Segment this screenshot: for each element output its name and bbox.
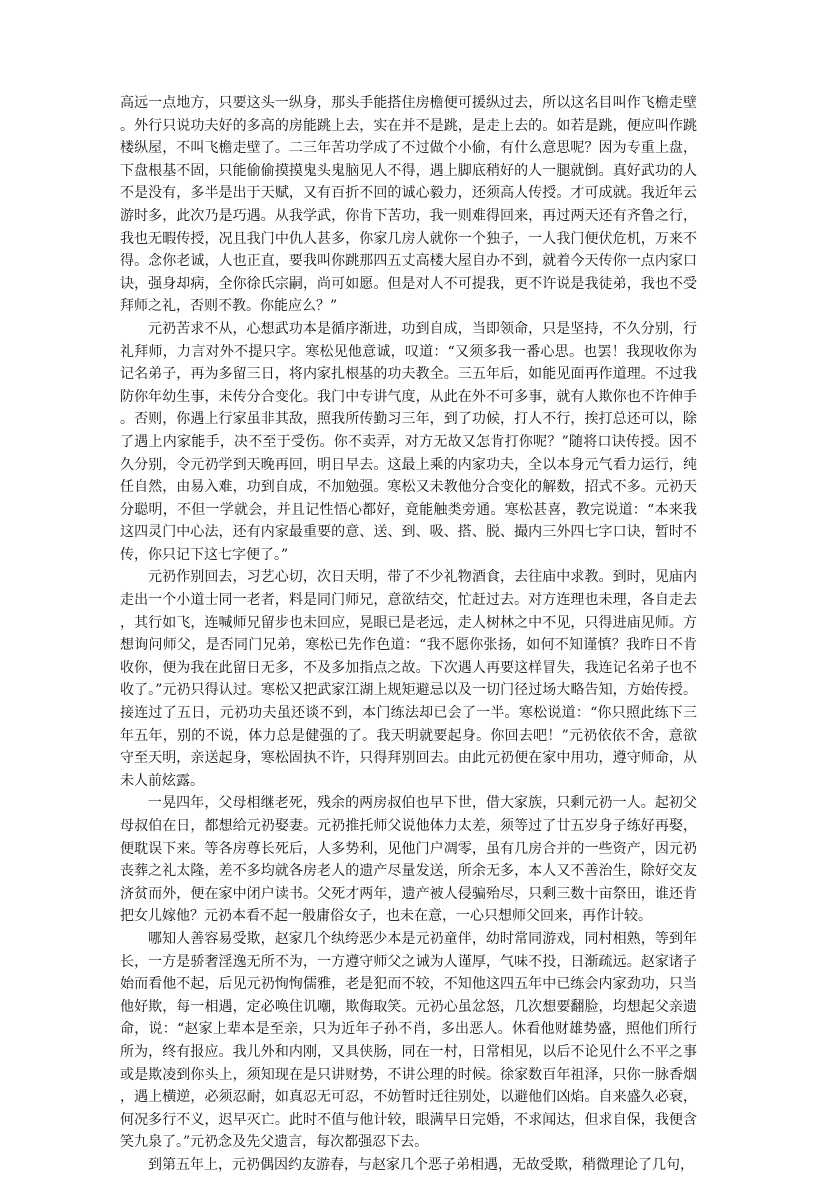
paragraph: 一晃四年，父母相继老死，残余的两房叔伯也早下世，借大家族，只剩元礽一人。起初父母叔伯在日，都想给元礽娶妻。元礽推托师父说他体力太差，须等过了廿五岁身子练好再娶，便耽误下来。等各房尊长死后，人多势利，见他门户凋零，虽有几房合并的一些资产，因元礽丧葬之礼太隆，差不多均就各房老人的遗产尽量发送，所余无多，本人又不善治生，除好交友济贫而外，便在家中闭户读书。父死才两年，遗产被人侵骗殆尽，只剩三数十亩祭田，谁还肯把女儿嫁他？元礽本看不起一般庸俗女子，也未在意，一心只想师父回来，再作计较。 (120, 795, 697, 925)
paragraph: 元礽苦求不从，心想武功本是循序渐进，功到自成，当即领命，只是坚持，不久分别，行礼拜师，力言对外不提只字。寒松见他意诚，叹道：“又须多我一番心思。也罢！我现收你为记名弟子，再为多留三日，将内家扎根基的功夫教全。三五年后，如能见面再作道理。不过我防你年幼生事，未传分合变化。我门中专讲气度，从此在外不可多事，就有人欺你也不许伸手。否则，你遇上行家虽非其敌，照我所传勤习三年，到了功候，打人不行，挨打总还可以，除了遇上内家能手，决不至于受伤。你不卖弄，对方无故又怎肯打你呢？”随将口诀传授。因不久分别，令元礽学到天晚再回，明日早去。这最上乘的内家功夫，全以本身元气看力运行，纯任自然，由易入难，功到自成，不加勉强。寒松又未教他分合变化的解数，招式不多。元礽天分聪明，不但一学就会，并且记性悟心都好，竟能触类旁通。寒松甚喜，教完说道：“本来我这四灵门中心法，还有内家最重要的意、送、到、吸、搭、脱、撮内三外四七字口诀，暂时不传，你只记下这七字便了。” (120, 320, 697, 563)
document-page (120, 92, 697, 1177)
paragraph-continuation: 高远一点地方，只要这头一纵身，那头手能搭住房檐便可援纵过去，所以这名目叫作飞檐走壁。外行只说功夫好的多高的房能跳上去，实在并不是跳，是走上去的。如若是跳，便应叫作跳楼纵屋，不叫飞檐走壁了。二三年苦功学成了不过做个小偷，有什么意思呢？因为专重上盘，下盘根基不固，只能偷偷摸摸鬼头鬼脑见人不得，遇上脚底稍好的人一腿就倒。真好武功的人不是没有，多半是出于天赋，又有百折不回的诚心毅力，还须高人传授。才可成就。我近年云游时多，此次乃是巧遇。从我学武，你肯下苦功，我一则难得回来，再过两天还有齐鲁之行，我也无暇传授，况且我门中仇人甚多，你家几房人就你一个独子，一人我门便伏危机，万来不得。念你老诚，人也正直，要我叫你跳那四五丈高楼大屋自办不到，就着今天传你一点内家口诀，强身却病，全你徐氏宗嗣，尚可如愿。但是对人不可提我，更不许说是我徒弟，我也不受拜师之礼，否则不教。你能应么？” (120, 95, 697, 315)
paragraph: 元礽作别回去，习艺心切，次日天明，带了不少礼物酒食，去往庙中求教。到时，见庙内走出一个小道士同一老者，料是同门师兄，意欲结交，忙赶过去。对方连理也未理，各自走去，其行如飞，连喊师兄留步也未回应，晃眼已是老远，走人树林之中不见，只得进庙见师。方想询问师父，是否同门兄弟，寒松已先作色道：“我不愿你张扬，如何不知谨慎？我昨日不肯收你，便为我在此留日无多，不及多加指点之故。下次遇人再要这样冒失，我连记名弟子也不收了。”元礽只得认过。寒松又把武家江湖上规矩避忌以及一切门径过场大略告知，方始传授。接连过了五日，元礽功夫虽还谈不到，本门练法却已会了一半。寒松说道：“你只照此练下三年五年，别的不说，体力总是健强的了。我天明就要起身。你回去吧！”元礽依依不舍，意欲守至天明，亲送起身，寒松固执不许，只得拜别回去。由此元礽便在家中用功，遵守师命，从未人前炫露。 (120, 569, 697, 789)
paragraph: 哪知人善容易受欺，赵家几个纨绔恶少本是元礽童伴，幼时常同游戏，同村相熟，等到年长，一方是骄奢淫逸无所不为，一方遵守师父之诫为人谨厚，气味不投，日渐疏远。赵家诸子始而看他不起，后见元礽恂恂儒雅，老是犯而不较，不知他这四五年中已练会内家劲功，只当他好欺，每一相遇，定必唤住讥嘲，欺侮取笑。元礽心虽忿怒，几次想要翻脸，均想起父亲遗命，说：“赵家上辈本是至亲，只为近年子孙不肖，多出恶人。休看他财雄势盛，照他们所行所为，终有报应。我儿外和内刚，又具侠肠，同在一村，日常相见，以后不论见什么不平之事或是欺凌到你头上，须知现在是只讲财势，不讲公理的时候。徐家数百年祖泽，只你一脉香烟，遇上横逆，必须忍耐，如真忍无可忍，不妨暂时迁往别处，以避他们凶焰。自来盛久必衰，何况多行不义，迟早灭亡。此时不值与他计较，眼满早日完婚，不求闻达，但求自保，我便含笑九泉了。”元礽念及先父遗言，每次都强忍下去。 (120, 930, 697, 1151)
paragraph: 到第五年上，元礽偶因约友游春，与赵家几个恶子弟相遇，无故受欺，稍微理论了几句， (148, 1156, 694, 1173)
